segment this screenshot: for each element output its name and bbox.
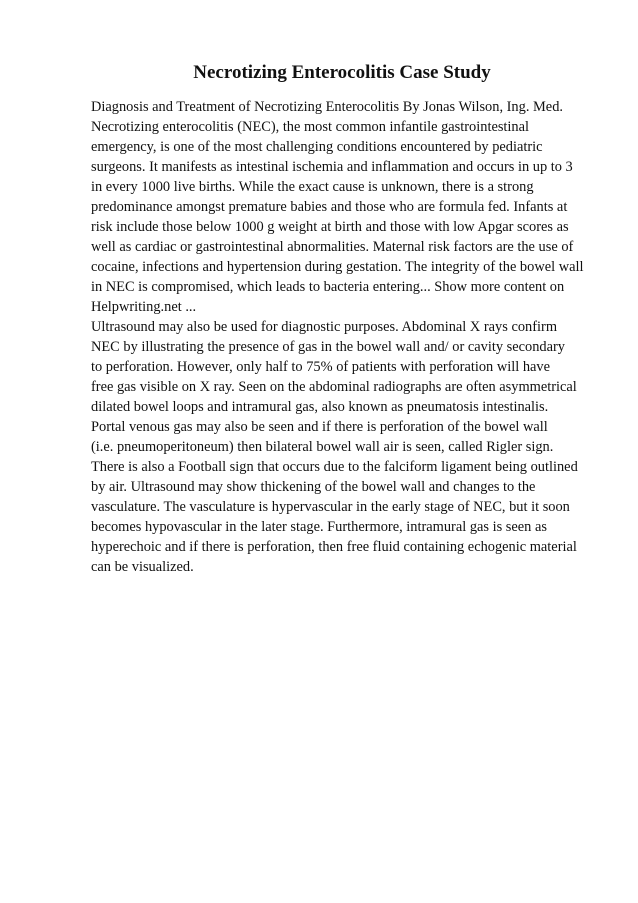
body-line: by air. Ultrasound may show thickening of the bowel wall and changes to the xyxy=(91,479,536,495)
body-line: well as cardiac or gastrointestinal abnormalities. Maternal risk factors are the use of xyxy=(91,239,574,255)
body-line: cocaine, infections and hypertension during gestation. The integrity of the bowel wall xyxy=(91,259,584,275)
body-line: There is also a Football sign that occurs due to the falciform ligament being outlined xyxy=(91,459,578,475)
body-line: can be visualized. xyxy=(91,559,194,575)
body-line: Necrotizing enterocolitis (NEC), the most common infantile gastrointestinal xyxy=(91,119,530,135)
body-line: free gas visible on X ray. Seen on the abdominal radiographs are often asymmetrical xyxy=(91,379,577,395)
body-line: surgeons. It manifests as intestinal ischemia and inflammation and occurs in up to 3 xyxy=(91,159,573,175)
body-line: vasculature. The vasculature is hypervascular in the early stage of NEC, but it soon xyxy=(91,499,570,515)
body-line: Diagnosis and Treatment of Necrotizing Enterocolitis By Jonas Wilson, Ing. Med. xyxy=(91,99,563,115)
body-line: (i.e. pneumoperitoneum) then bilateral bowel wall air is seen, called Rigler sign. xyxy=(91,439,554,455)
body-line: emergency, is one of the most challenging conditions encountered by pediatric xyxy=(91,139,543,155)
body-line: hyperechoic and if there is perforation, then free fluid containing echogenic material xyxy=(91,539,577,555)
body-line: in NEC is compromised, which leads to bacteria entering... Show more content on xyxy=(91,279,565,295)
document-title: Necrotizing Enterocolitis Case Study xyxy=(193,62,491,83)
body-line: in every 1000 live births. While the exact cause is unknown, there is a strong xyxy=(91,179,534,195)
body-line: becomes hypovascular in the later stage. Furthermore, intramural gas is seen as xyxy=(91,519,547,535)
body-line: predominance amongst premature babies and those who are formula fed. Infants at xyxy=(91,199,568,215)
body-line: Helpwriting.net ... xyxy=(91,299,197,315)
body-line: to perforation. However, only half to 75% of patients with perforation will have xyxy=(91,359,550,375)
document-body xyxy=(91,97,606,577)
body-line: Ultrasound may also be used for diagnostic purposes. Abdominal X rays confirm xyxy=(91,319,558,335)
body-line: dilated bowel loops and intramural gas, also known as pneumatosis intestinalis. xyxy=(91,399,549,415)
body-line: Portal venous gas may also be seen and if there is perforation of the bowel wall xyxy=(91,419,548,435)
body-line: risk include those below 1000 g weight at birth and those with low Apgar scores as xyxy=(91,219,569,235)
body-line: NEC by illustrating the presence of gas in the bowel wall and/ or cavity secondary xyxy=(91,339,565,355)
